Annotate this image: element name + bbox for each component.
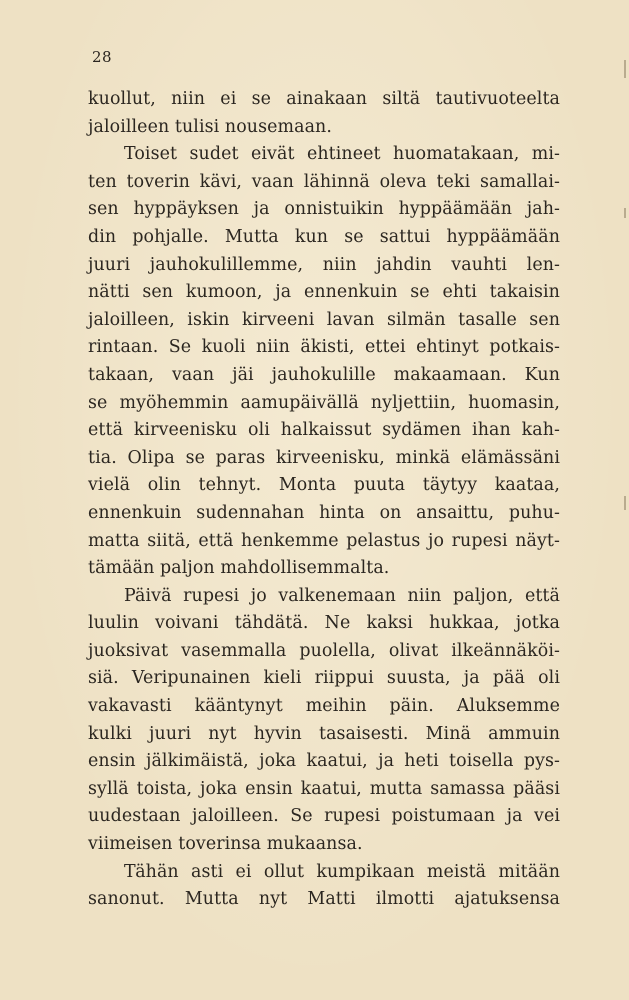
text-line: nätti sen kumoon, ja ennenkuin se ehti takaisin: [88, 282, 560, 303]
text-line: jaloilleen tulisi nousemaan.: [88, 116, 332, 137]
text-line: Päivä rupesi jo valkenemaan niin paljon, että: [124, 585, 560, 606]
text-line: kuollut, niin ei se ainakaan siltä tautivuoteelta: [88, 89, 560, 109]
text-line: kulki juuri nyt hyvin tasaisesti. Minä ammuin: [88, 723, 560, 744]
text-line: viimeisen toverinsa mukaansa.: [88, 834, 363, 855]
text-line: ten toverin kävi, vaan lähinnä oleva teki samallai-: [88, 171, 560, 192]
page-edge-mark: [624, 60, 626, 78]
text-line: matta siitä, että henkemme pelastus jo rupesi näyt-: [88, 530, 560, 551]
text-line: tämään paljon mahdollisemmalta.: [88, 558, 390, 579]
text-line: rintaan. Se kuoli niin äkisti, ettei ehtinyt potkais-: [88, 337, 560, 358]
text-line: juuri jauhokulillemme, niin jahdin vauhti len-: [88, 254, 560, 275]
text-line: sen hyppäyksen ja onnistuikin hyppäämään jah-: [88, 199, 560, 220]
text-line: se myöhemmin aamupäivällä nyljettiin, huomasin,: [88, 392, 560, 413]
page-number: 28: [92, 48, 113, 66]
text-line: uudestaan jaloilleen. Se rupesi poistumaan ja vei: [88, 806, 560, 827]
text-line: sanonut. Mutta nyt Matti ilmotti ajatuksensa: [88, 889, 560, 910]
text-line: vielä olin tehnyt. Monta puuta täytyy kaataa,: [88, 475, 560, 496]
text-line: Tähän asti ei ollut kumpikaan meistä mitään: [124, 861, 560, 882]
text-line: juoksivat vasemmalla puolella, olivat ilkeännäköi-: [88, 640, 560, 661]
page-edge-mark: [624, 496, 626, 510]
text-line: tia. Olipa se paras kirveenisku, minkä elämässäni: [88, 447, 560, 468]
body-text: [88, 86, 560, 914]
page-edge-mark: [624, 208, 626, 218]
text-line: syllä toista, joka ensin kaatui, mutta samassa pääsi: [88, 778, 560, 799]
text-line: vakavasti kääntynyt meihin päin. Aluksemme: [88, 696, 560, 717]
text-line: jaloilleen, iskin kirveeni lavan silmän tasalle sen: [88, 309, 560, 330]
text-line: ennenkuin sudennahan hinta on ansaittu, puhu-: [88, 502, 560, 523]
text-line: ensin jälkimäistä, joka kaatui, ja heti toisella pys-: [88, 751, 560, 772]
text-line: että kirveenisku oli halkaissut sydämen ihan kah-: [88, 420, 560, 441]
text-line: Toiset sudet eivät ehtineet huomatakaan, mi-: [124, 144, 560, 165]
text-line: luulin voivani tähdätä. Ne kaksi hukkaa, jotka: [88, 613, 560, 634]
text-line: siä. Veripunainen kieli riippui suusta, ja pää oli: [88, 668, 560, 689]
text-line: takaan, vaan jäi jauhokulille makaamaan. Kun: [88, 364, 560, 385]
text-line: din pohjalle. Mutta kun se sattui hyppäämään: [88, 226, 560, 247]
